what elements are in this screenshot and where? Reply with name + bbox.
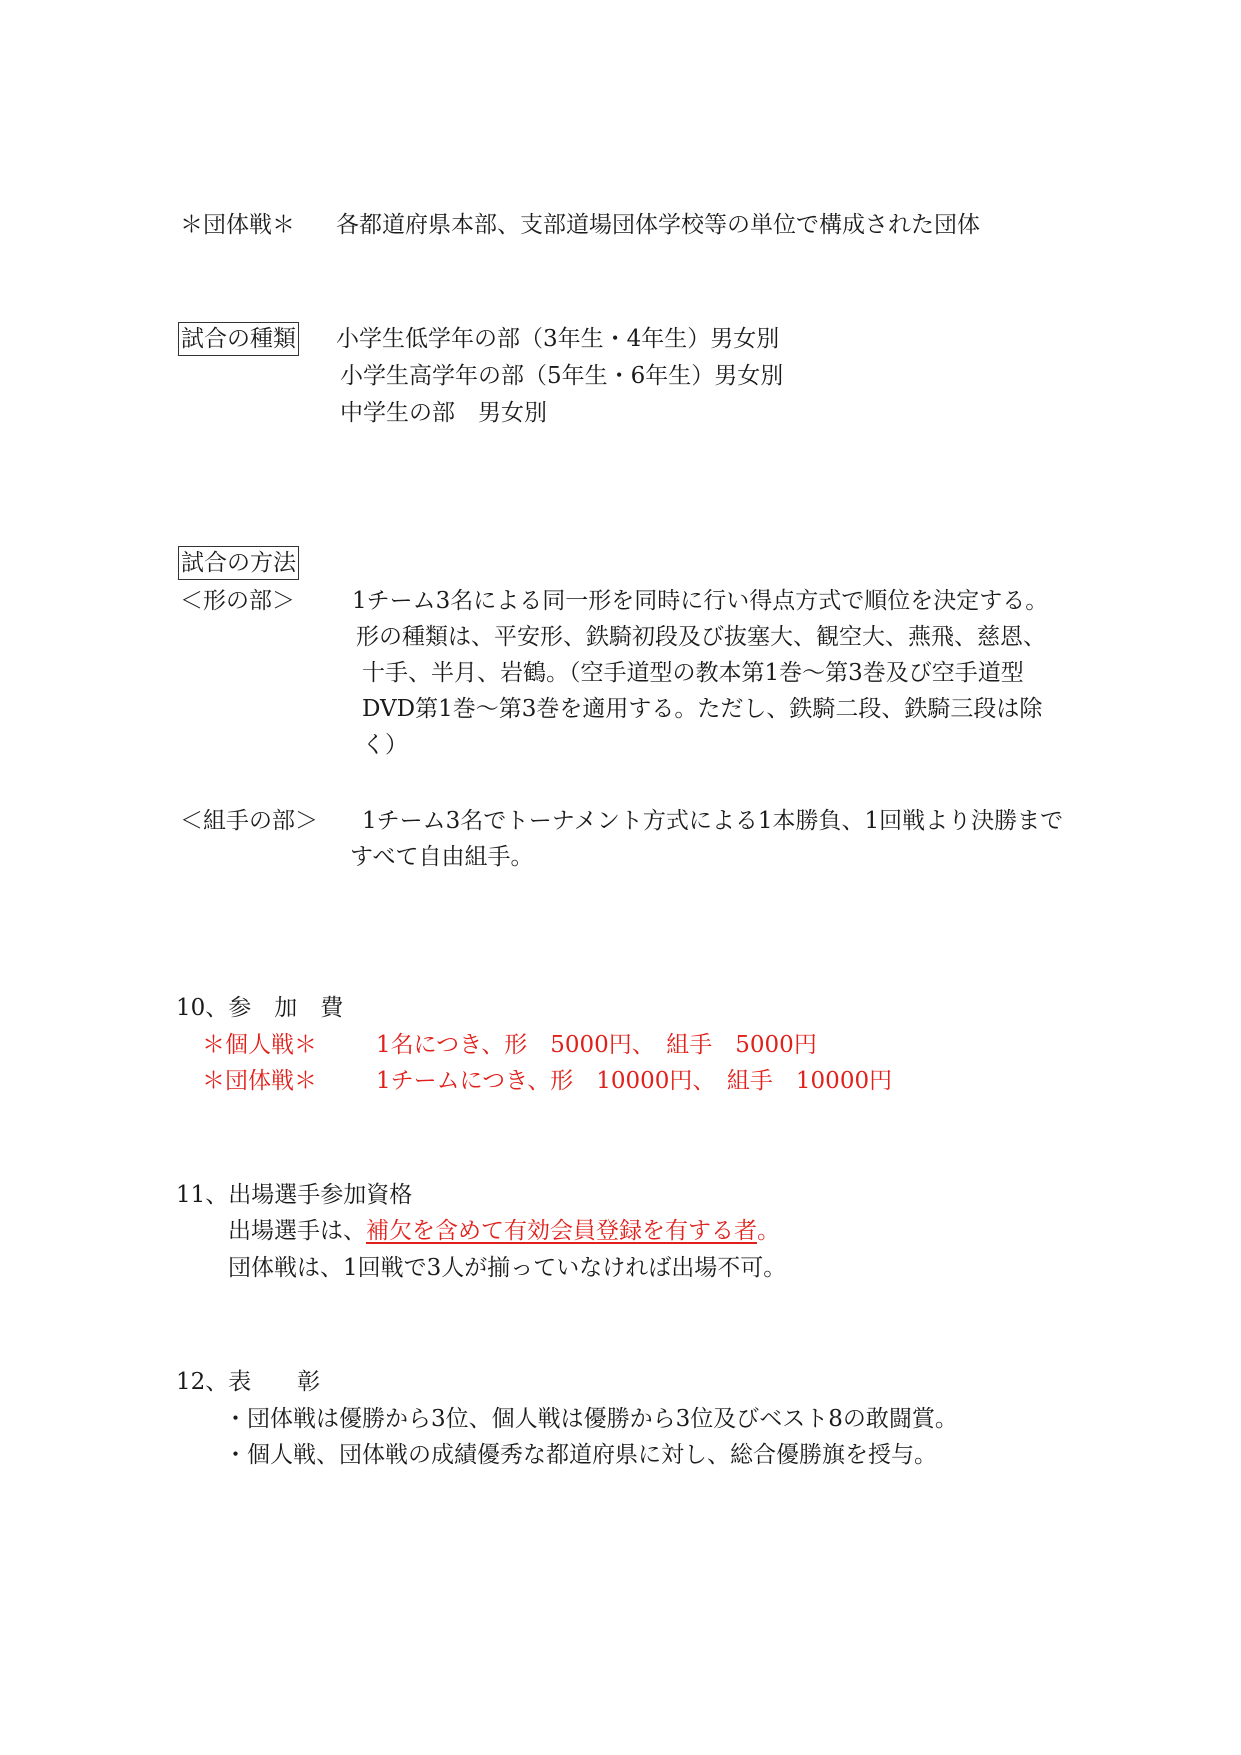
match-method-label: 試合の方法 bbox=[178, 546, 299, 580]
team-def-text: 各都道府県本部、支部道場団体学校等の単位で構成された団体 bbox=[336, 212, 980, 238]
eligibility-prefix: 出場選手は、 bbox=[228, 1218, 366, 1244]
kata-line: 1チーム3名による同一形を同時に行い得点方式で順位を決定する。 bbox=[352, 588, 1049, 614]
team-def-label: ＊団体戦＊ bbox=[180, 212, 295, 238]
kata-line: く） bbox=[362, 732, 408, 758]
fee-individual-text: 1名につき、形 5000円、 組手 5000円 bbox=[376, 1032, 817, 1058]
eligibility-line-1 bbox=[228, 1216, 780, 1246]
match-types-label: 試合の種類 bbox=[178, 322, 299, 356]
kata-line: DVD第1巻～第3巻を適用する。ただし、鉄騎二段、鉄騎三段は除 bbox=[362, 696, 1043, 722]
kumite-label: ＜組手の部＞ bbox=[180, 808, 318, 834]
kata-label: ＜形の部＞ bbox=[180, 588, 295, 614]
kumite-line: 1チーム3名でトーナメント方式による1本勝負、1回戦より決勝まで bbox=[362, 808, 1064, 834]
fee-individual-label: ＊個人戦＊ bbox=[202, 1032, 317, 1058]
fee-team-text: 1チームにつき、形 10000円、 組手 10000円 bbox=[376, 1068, 893, 1094]
awards-line: ・個人戦、団体戦の成績優秀な都道府県に対し、総合優勝旗を授与。 bbox=[224, 1442, 937, 1468]
awards-line: ・団体戦は優勝から3位、個人戦は優勝から3位及びベスト8の敢闘賞。 bbox=[224, 1406, 958, 1432]
eligibility-emphasis: 補欠を含めて有効会員登録を有する者 bbox=[366, 1218, 757, 1244]
eligibility-suffix: 。 bbox=[757, 1218, 780, 1244]
fee-heading: 10、参 加 費 bbox=[176, 995, 344, 1021]
eligibility-line-2: 団体戦は、1回戦で3人が揃っていなければ出場不可。 bbox=[228, 1255, 787, 1281]
kata-line: 形の種類は、平安形、鉄騎初段及び抜塞大、観空大、燕飛、慈恩、 bbox=[356, 624, 1046, 650]
match-type-item: 小学生高学年の部（5年生・6年生）男女別 bbox=[340, 363, 784, 389]
awards-heading: 12、表 彰 bbox=[176, 1369, 321, 1395]
match-type-item: 小学生低学年の部（3年生・4年生）男女別 bbox=[336, 326, 780, 352]
kata-line: 十手、半月、岩鶴。（空手道型の教本第1巻～第3巻及び空手道型 bbox=[362, 660, 1024, 686]
match-type-item: 中学生の部 男女別 bbox=[340, 400, 547, 426]
fee-team-label: ＊団体戦＊ bbox=[202, 1068, 317, 1094]
eligibility-heading: 11、出場選手参加資格 bbox=[176, 1182, 413, 1208]
kumite-line: すべて自由組手。 bbox=[350, 844, 534, 870]
